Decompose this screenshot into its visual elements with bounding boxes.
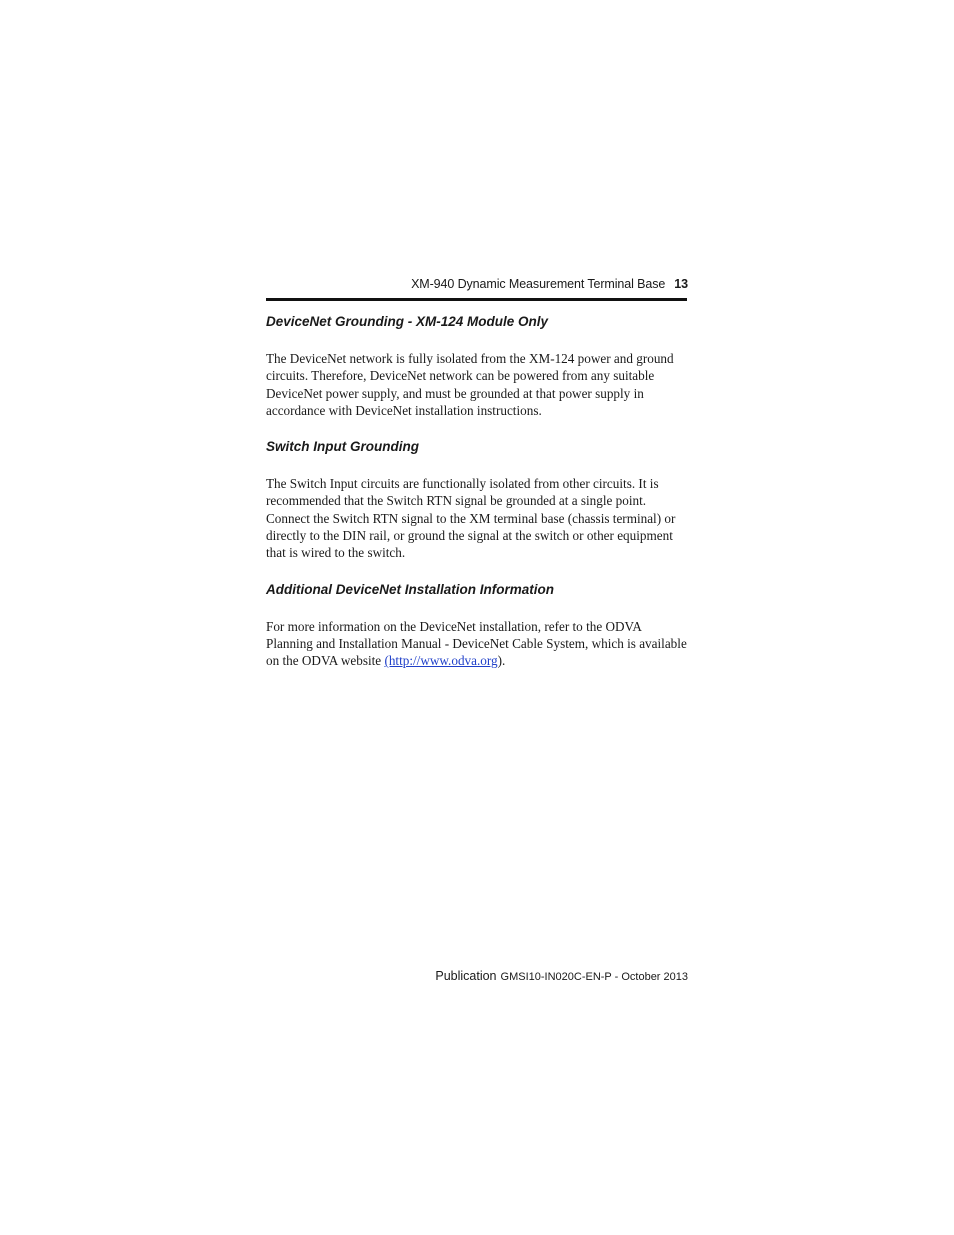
page-number: 13 — [674, 277, 688, 291]
publication-label: Publication — [435, 969, 497, 983]
document-page — [266, 0, 688, 1235]
paragraph-text-before-link: For more information on the DeviceNet installation, refer to the ODVA Planning and Installation Manual - DeviceNet Cable System, which is available on the ODVA website — [266, 618, 687, 669]
paragraph-additional-devicenet-info — [266, 618, 688, 670]
section-heading-additional-devicenet-info: Additional DeviceNet Installation Information — [266, 581, 555, 597]
odva-website-link[interactable]: (http://www.odva.org — [384, 653, 498, 669]
paragraph-text-after-link: ). — [497, 653, 506, 669]
header-rule — [266, 298, 687, 301]
section-heading-switch-input-grounding: Switch Input Grounding — [266, 439, 419, 455]
paragraph-devicenet-grounding: The DeviceNet network is fully isolated from the XM-124 power and ground circuits. Therefore, DeviceNet network can be powered from any suitable DeviceNet power supply, and must be grounded at that power supply in accordance with DeviceNet installation instructions. — [266, 351, 674, 418]
publication-id: GMSI10-IN020C-EN-P - October 2013 — [500, 971, 688, 983]
section-heading-devicenet-grounding: DeviceNet Grounding - XM-124 Module Only — [266, 314, 549, 329]
paragraph-switch-input-grounding: The Switch Input circuits are functionally isolated from other circuits. It is recommended that the Switch RTN signal be grounded at a single point. Connect the Switch RTN signal to the XM terminal base (chassis terminal) or directly to the DIN rail, or ground the signal at the switch or other equipment that is wired to the switch. — [266, 476, 676, 561]
running-header — [266, 276, 688, 292]
page-content — [266, 313, 688, 689]
page-footer — [266, 967, 688, 985]
header-title: XM-940 Dynamic Measurement Terminal Base — [411, 277, 666, 291]
